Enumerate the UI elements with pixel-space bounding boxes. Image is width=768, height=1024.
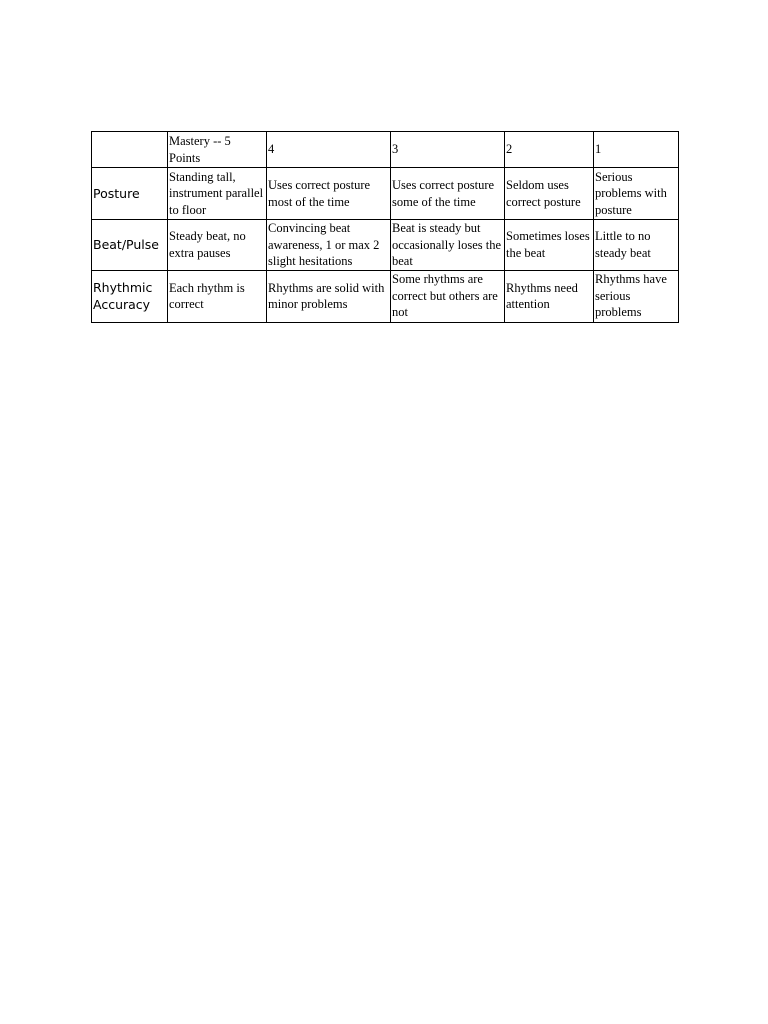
rubric-table	[91, 131, 679, 323]
table-cell: Convincing beat awareness, 1 or max 2 slight hesitations	[267, 220, 391, 271]
table-cell: Little to no steady beat	[594, 220, 679, 271]
table-cell: Rhythms have serious problems	[594, 270, 679, 322]
table-cell: Steady beat, no extra pauses	[168, 220, 267, 271]
criterion-posture: Posture	[92, 168, 168, 220]
header-level-4: 4	[267, 132, 391, 168]
table-row	[92, 220, 679, 271]
table-cell: Serious problems with posture	[594, 168, 679, 220]
table-cell: Each rhythm is correct	[168, 270, 267, 322]
table-cell: Some rhythms are correct but others are not	[391, 270, 505, 322]
table-cell: Beat is steady but occasionally loses the beat	[391, 220, 505, 271]
header-row	[92, 132, 679, 168]
criterion-rhythmic-accuracy: Rhythmic Accuracy	[92, 270, 168, 322]
header-level-mastery: Mastery -- 5 Points	[168, 132, 267, 168]
table-cell: Uses correct posture most of the time	[267, 168, 391, 220]
header-level-2: 2	[505, 132, 594, 168]
header-level-3: 3	[391, 132, 505, 168]
table-cell: Standing tall, instrument parallel to floor	[168, 168, 267, 220]
table-cell: Uses correct posture some of the time	[391, 168, 505, 220]
table-cell: Seldom uses correct posture	[505, 168, 594, 220]
table-row	[92, 168, 679, 220]
header-level-1: 1	[594, 132, 679, 168]
table-cell: Rhythms need attention	[505, 270, 594, 322]
table-cell: Sometimes loses the beat	[505, 220, 594, 271]
table-row	[92, 270, 679, 322]
criterion-beat-pulse: Beat/Pulse	[92, 220, 168, 271]
header-corner-cell	[92, 132, 168, 168]
table-cell: Rhythms are solid with minor problems	[267, 270, 391, 322]
